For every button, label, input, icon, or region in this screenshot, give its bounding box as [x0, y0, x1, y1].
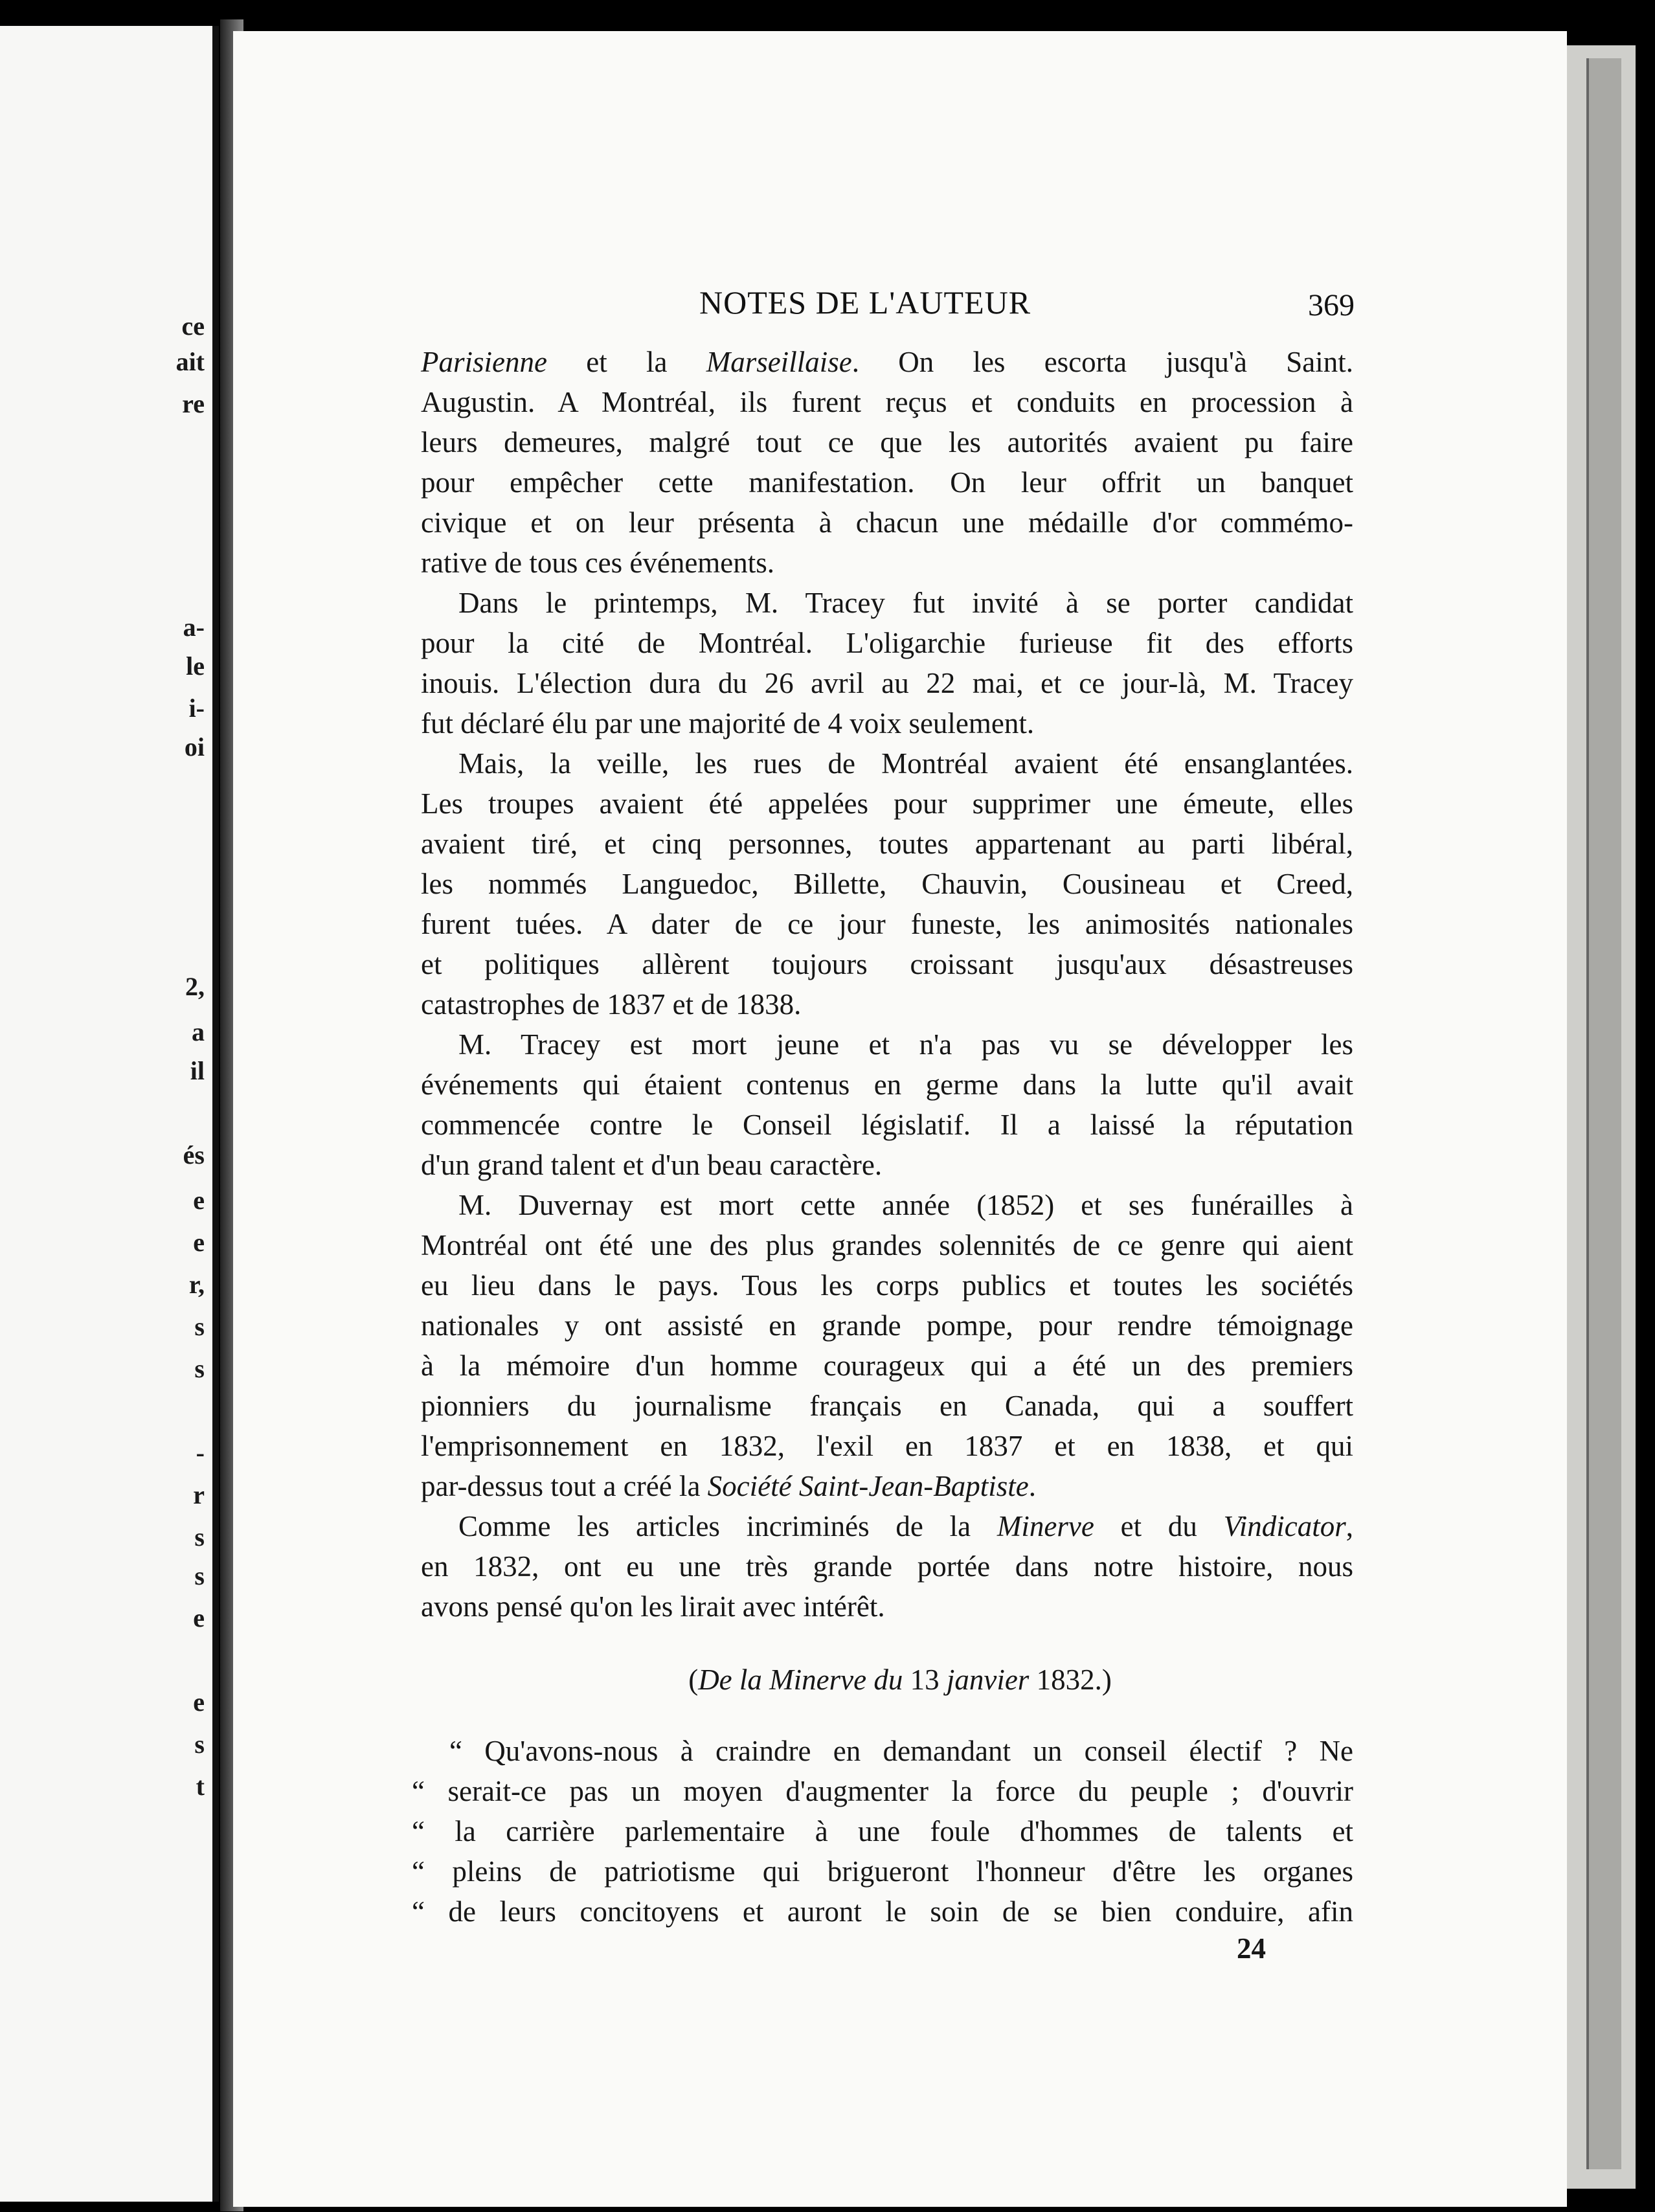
- text-run: commencée contre le Conseil législatif. Il a laissé la réputation: [421, 1109, 1353, 1141]
- text-run: “ serait-ce pas un moyen d'augmenter la force du peuple ; d'ouvrir: [412, 1775, 1353, 1807]
- italic-title: Parisienne: [421, 346, 547, 378]
- text-run: et la: [546, 346, 706, 378]
- previous-page-fragment: -: [196, 1438, 205, 1467]
- previous-page-fragment: e: [193, 1687, 205, 1717]
- italic-title: Minerve: [996, 1510, 1094, 1542]
- previous-page-fragment: ce: [181, 311, 205, 341]
- running-header: [233, 284, 1567, 335]
- previous-page-fragment: oi: [184, 732, 205, 762]
- quote-line: [412, 1891, 1353, 1932]
- text-run: “ la carrière parlementaire à une foule d'hommes de talents et: [412, 1815, 1353, 1847]
- text-run: ,: [1345, 1510, 1353, 1542]
- caption-publication: De la Minerve du: [698, 1664, 903, 1696]
- previous-page-fragment: és: [183, 1140, 205, 1169]
- previous-page-fragment: s: [194, 1522, 205, 1552]
- quote-line: [412, 1771, 1353, 1811]
- previous-page-fragment: a: [192, 1017, 205, 1046]
- previous-page-fragment: ait: [175, 347, 205, 376]
- previous-page-fragment: s: [194, 1354, 205, 1383]
- text-run: Les troupes avaient été appelées pour supprimer une émeute, elles: [421, 787, 1353, 820]
- text-run: Mais, la veille, les rues de Montréal avaient été ensanglantées.: [458, 747, 1353, 780]
- body-line: [421, 904, 1353, 944]
- text-run: pionniers du journalisme français en Canada, qui a souffert: [421, 1390, 1353, 1422]
- body-line: [421, 1185, 1353, 1225]
- page-stack-edge-inner: [1586, 58, 1621, 2169]
- text-run: et politiques allèrent toujours croissant jusqu'aux désastreuses: [421, 948, 1353, 980]
- text-run: Augustin. A Montréal, ils furent reçus et conduits en procession à: [421, 386, 1353, 418]
- text-run: furent tuées. A dater de ce jour funeste, les animosités nationales: [421, 908, 1353, 940]
- text-run: avons pensé qu'on les lirait avec intérêt.: [421, 1590, 885, 1623]
- text-run: catastrophes de 1837 et de 1838.: [421, 988, 802, 1021]
- quoted-article: [412, 1731, 1353, 1932]
- body-line: [421, 1305, 1353, 1346]
- text-run: fut déclaré élu par une majorité de 4 voix seulement.: [421, 707, 1035, 739]
- body-line: [421, 1024, 1353, 1065]
- body-line: [421, 342, 1353, 382]
- body-line: [421, 1386, 1353, 1426]
- body-line: [421, 1466, 1353, 1506]
- signature-mark: 24: [1237, 1932, 1266, 1965]
- body-line: [421, 1145, 1353, 1185]
- source-caption: (De la Minerve du 13 janvier 1832.): [688, 1664, 1112, 1696]
- text-run: .: [1028, 1470, 1036, 1502]
- text-run: avaient tiré, et cinq personnes, toutes appartenant au parti libéral,: [421, 828, 1353, 860]
- body-line: [421, 1105, 1353, 1145]
- body-line: [421, 583, 1353, 623]
- text-run: les nommés Languedoc, Billette, Chauvin, Cousineau et Creed,: [421, 868, 1353, 900]
- body-line: [421, 1065, 1353, 1105]
- body-line: [421, 623, 1353, 663]
- body-line: [421, 1546, 1353, 1586]
- text-run: inouis. L'élection dura du 26 avril au 22 mai, et ce jour-là, M. Tracey: [421, 667, 1353, 699]
- previous-page-fragment: e: [193, 1228, 205, 1257]
- text-run: civique et on leur présenta à chacun une médaille d'or commémo-: [421, 506, 1353, 539]
- text-run: “ Qu'avons-nous à craindre en demandant un conseil électif ? Ne: [449, 1735, 1353, 1767]
- text-run: pour la cité de Montréal. L'oligarchie furieuse fit des efforts: [421, 627, 1353, 659]
- text-run: l'emprisonnement en 1832, l'exil en 1837 et en 1838, et qui: [421, 1430, 1353, 1462]
- previous-page-fragment: 2,: [185, 972, 205, 1001]
- text-run: M. Tracey est mort jeune et n'a pas vu se développer les: [458, 1028, 1353, 1061]
- text-run: M. Duvernay est mort cette année (1852) et ses funérailles à: [458, 1189, 1353, 1221]
- caption-month: janvier: [946, 1664, 1030, 1696]
- text-run: Dans le printemps, M. Tracey fut invité à se porter candidat: [458, 587, 1353, 619]
- body-line: [421, 784, 1353, 824]
- text-run: d'un grand talent et d'un beau caractère.: [421, 1149, 883, 1181]
- previous-page-fragment: e: [193, 1186, 205, 1215]
- body-line: [421, 864, 1353, 904]
- previous-page-fragment: il: [190, 1056, 205, 1085]
- quote-line: [412, 1731, 1353, 1771]
- previous-page-fragment: s: [194, 1561, 205, 1590]
- italic-title: Vindicator: [1223, 1510, 1346, 1542]
- body-line: [421, 663, 1353, 703]
- body-line: [421, 1265, 1353, 1305]
- text-run: en 1832, ont eu une très grande portée dans notre histoire, nous: [421, 1550, 1353, 1583]
- previous-page-fragment: le: [186, 651, 205, 681]
- text-run: pour empêcher cette manifestation. On leur offrit un banquet: [421, 466, 1353, 499]
- previous-page-fragment: s: [194, 1312, 205, 1341]
- previous-page-edge: [0, 26, 219, 2202]
- text-run: . On les escorta jusqu'à Saint.: [851, 346, 1353, 378]
- text-run: “ pleins de patriotisme qui brigueront l'honneur d'être les organes: [412, 1855, 1353, 1888]
- previous-page-fragment: e: [193, 1603, 205, 1632]
- body-line: [421, 1506, 1353, 1546]
- body-line: [421, 543, 1353, 583]
- text-run: nationales y ont assisté en grande pompe, pour rendre témoignage: [421, 1309, 1353, 1342]
- body-line: [421, 1346, 1353, 1386]
- body-line: [421, 502, 1353, 543]
- text-run: eu lieu dans le pays. Tous les corps publics et toutes les sociétés: [421, 1269, 1353, 1302]
- previous-page-fragment: i-: [188, 694, 205, 723]
- text-run: et du: [1094, 1510, 1224, 1542]
- text-run: “ de leurs concitoyens et auront le soin de se bien conduire, afin: [412, 1895, 1353, 1928]
- body-line: [421, 422, 1353, 462]
- quote-line: [412, 1851, 1353, 1891]
- body-line: [421, 1586, 1353, 1627]
- italic-title: Marseillaise: [706, 346, 852, 378]
- previous-page-fragment: re: [182, 389, 205, 418]
- text-run: événements qui étaient contenus en germe dans la lutte qu'il avait: [421, 1068, 1353, 1101]
- quote-line: [412, 1811, 1353, 1851]
- body-line: [421, 1426, 1353, 1466]
- text-run: leurs demeures, malgré tout ce que les autorités avaient pu faire: [421, 426, 1353, 458]
- body-line: [421, 462, 1353, 502]
- text-run: Montréal ont été une des plus grandes solennités de ce genre qui aient: [421, 1229, 1353, 1261]
- previous-page-fragment: r,: [188, 1270, 205, 1299]
- body-line: [421, 743, 1353, 784]
- body-text: [421, 342, 1353, 1627]
- body-line: [421, 984, 1353, 1024]
- page-number: 369: [1308, 288, 1355, 322]
- previous-page-fragment: r: [193, 1480, 205, 1509]
- text-run: rative de tous ces événements.: [421, 547, 775, 579]
- previous-page-fragment: a-: [183, 613, 205, 642]
- running-title: NOTES DE L'AUTEUR: [699, 284, 1031, 321]
- italic-title: Société Saint-Jean-Baptiste: [707, 1470, 1029, 1502]
- text-run: à la mémoire d'un homme courageux qui a été un des premiers: [421, 1349, 1353, 1382]
- text-run: Comme les articles incriminés de la: [458, 1510, 997, 1542]
- body-line: [421, 382, 1353, 422]
- body-line: [421, 824, 1353, 864]
- body-line: [421, 944, 1353, 984]
- previous-page-fragment: t: [196, 1772, 205, 1801]
- body-line: [421, 1225, 1353, 1265]
- book-page: [233, 31, 1567, 2207]
- body-line: [421, 703, 1353, 743]
- previous-page-fragment: s: [194, 1730, 205, 1759]
- text-run: par-dessus tout a créé la: [421, 1470, 708, 1502]
